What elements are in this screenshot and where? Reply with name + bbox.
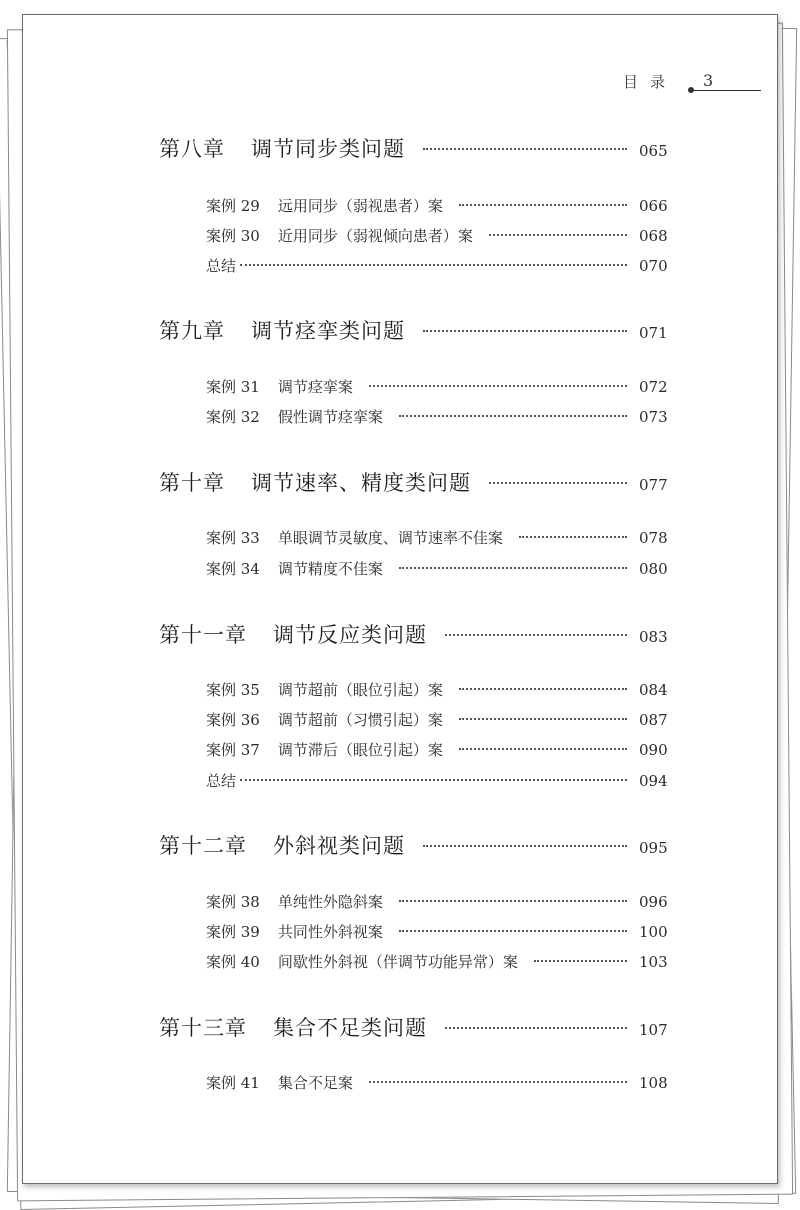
toc-summary-row[interactable] <box>206 770 668 791</box>
entry-page-number: 070 <box>639 257 668 275</box>
chapter-label: 第九章 <box>159 319 225 343</box>
toc-entry-row[interactable] <box>206 376 668 397</box>
entry-page-number: 068 <box>639 227 668 245</box>
chapter-title: 外斜视类问题 <box>273 834 405 858</box>
case-title: 单眼调节灵敏度、调节速率不佳案 <box>277 529 503 547</box>
dot-leader <box>459 747 627 750</box>
entry-page-number: 080 <box>639 560 668 578</box>
toc-summary-row[interactable] <box>206 255 668 276</box>
case-label: 案例 38 <box>206 893 260 911</box>
entry-page-number: 087 <box>639 711 668 729</box>
entry-page-number: 094 <box>639 772 668 790</box>
case-title: 近用同步（弱视倾向患者）案 <box>277 227 473 245</box>
case-label: 案例 33 <box>206 529 260 547</box>
entry-page-number: 103 <box>639 953 668 971</box>
case-label: 案例 30 <box>206 227 260 245</box>
dot-leader <box>445 1026 627 1029</box>
case-title: 调节痉挛案 <box>277 378 353 396</box>
case-label: 案例 39 <box>206 923 260 941</box>
case-title: 调节超前（习惯引起）案 <box>277 711 443 729</box>
chapter-page-number: 065 <box>639 142 668 160</box>
case-label: 案例 41 <box>206 1074 260 1092</box>
toc-entry-row[interactable] <box>206 709 668 730</box>
toc-chapter-row[interactable] <box>159 830 668 860</box>
dot-leader <box>459 203 627 206</box>
chapter-label: 第十三章 <box>159 1016 247 1040</box>
case-label: 案例 37 <box>206 741 260 759</box>
case-title: 调节超前（眼位引起）案 <box>277 681 443 699</box>
dot-leader <box>423 329 627 332</box>
case-label: 案例 32 <box>206 408 260 426</box>
chapter-label: 第十章 <box>159 471 225 495</box>
toc-entry-row[interactable] <box>206 921 668 942</box>
dot-leader <box>445 633 627 636</box>
dot-leader <box>489 233 627 236</box>
dot-leader <box>369 384 627 387</box>
case-label: 案例 36 <box>206 711 260 729</box>
chapter-page-number: 077 <box>639 476 668 494</box>
entry-page-number: 072 <box>639 378 668 396</box>
dot-leader <box>423 844 627 847</box>
dot-leader <box>399 566 627 569</box>
toc-entry-row[interactable] <box>206 225 668 246</box>
entry-page-number: 096 <box>639 893 668 911</box>
case-label: 案例 31 <box>206 378 260 396</box>
toc-chapter-row[interactable] <box>159 1012 668 1042</box>
dot-leader <box>369 1080 627 1083</box>
toc-entry-row[interactable] <box>206 679 668 700</box>
chapter-page-number: 083 <box>639 628 668 646</box>
chapter-label: 第八章 <box>159 137 225 161</box>
summary-label: 总结 <box>206 257 237 275</box>
toc-chapter-row[interactable] <box>159 467 668 497</box>
chapter-title: 调节痉挛类问题 <box>251 319 405 343</box>
case-title: 共同性外斜视案 <box>277 923 383 941</box>
chapter-page-number: 071 <box>639 324 668 342</box>
entry-page-number: 084 <box>639 681 668 699</box>
case-title: 间歇性外斜视（伴调节功能异常）案 <box>277 953 518 971</box>
toc-entry-row[interactable] <box>206 739 668 760</box>
entry-page-number: 078 <box>639 529 668 547</box>
toc-entry-row[interactable] <box>206 951 668 972</box>
dot-leader <box>459 717 627 720</box>
chapter-title: 集合不足类问题 <box>273 1016 427 1040</box>
case-label: 案例 34 <box>206 560 260 578</box>
chapter-title: 调节反应类问题 <box>273 623 427 647</box>
entry-page-number: 108 <box>639 1074 668 1092</box>
entry-page-number: 066 <box>639 197 668 215</box>
case-title: 集合不足案 <box>277 1074 353 1092</box>
dot-leader <box>240 778 627 781</box>
case-label: 案例 29 <box>206 197 260 215</box>
toc-entry-row[interactable] <box>206 527 668 548</box>
header-rule <box>691 90 761 91</box>
dot-leader <box>489 481 627 484</box>
dot-leader <box>519 535 627 538</box>
chapter-page-number: 107 <box>639 1021 668 1039</box>
dot-leader <box>534 959 627 962</box>
chapter-label: 第十二章 <box>159 834 247 858</box>
summary-label: 总结 <box>206 772 237 790</box>
toc-entry-row[interactable] <box>206 891 668 912</box>
toc-chapter-row[interactable] <box>159 315 668 345</box>
case-title: 远用同步（弱视患者）案 <box>277 197 443 215</box>
case-label: 案例 35 <box>206 681 260 699</box>
case-title: 调节滞后（眼位引起）案 <box>277 741 443 759</box>
toc-entry-row[interactable] <box>206 195 668 216</box>
case-title: 单纯性外隐斜案 <box>277 893 383 911</box>
dot-leader <box>399 414 627 417</box>
entry-page-number: 073 <box>639 408 668 426</box>
case-label: 案例 40 <box>206 953 260 971</box>
toc-chapter-row[interactable] <box>159 133 668 163</box>
running-header-title: 目录 <box>623 73 678 91</box>
chapter-title: 调节同步类问题 <box>251 137 405 161</box>
dot-leader <box>240 263 627 266</box>
dot-leader <box>399 929 627 932</box>
case-title: 调节精度不佳案 <box>277 560 383 578</box>
dot-leader <box>399 899 627 902</box>
toc-entry-row[interactable] <box>206 558 668 579</box>
dot-leader <box>459 687 627 690</box>
chapter-label: 第十一章 <box>159 623 247 647</box>
case-title: 假性调节痉挛案 <box>277 408 383 426</box>
running-header-page-number: 3 <box>703 71 714 90</box>
entry-page-number: 090 <box>639 741 668 759</box>
toc-entry-row[interactable] <box>206 406 668 427</box>
dot-leader <box>423 147 627 150</box>
chapter-title: 调节速率、精度类问题 <box>251 471 471 495</box>
toc-chapter-row[interactable] <box>159 619 668 649</box>
chapter-page-number: 095 <box>639 839 668 857</box>
toc-entry-row[interactable] <box>206 1072 668 1093</box>
entry-page-number: 100 <box>639 923 668 941</box>
toc-page <box>22 14 778 1184</box>
